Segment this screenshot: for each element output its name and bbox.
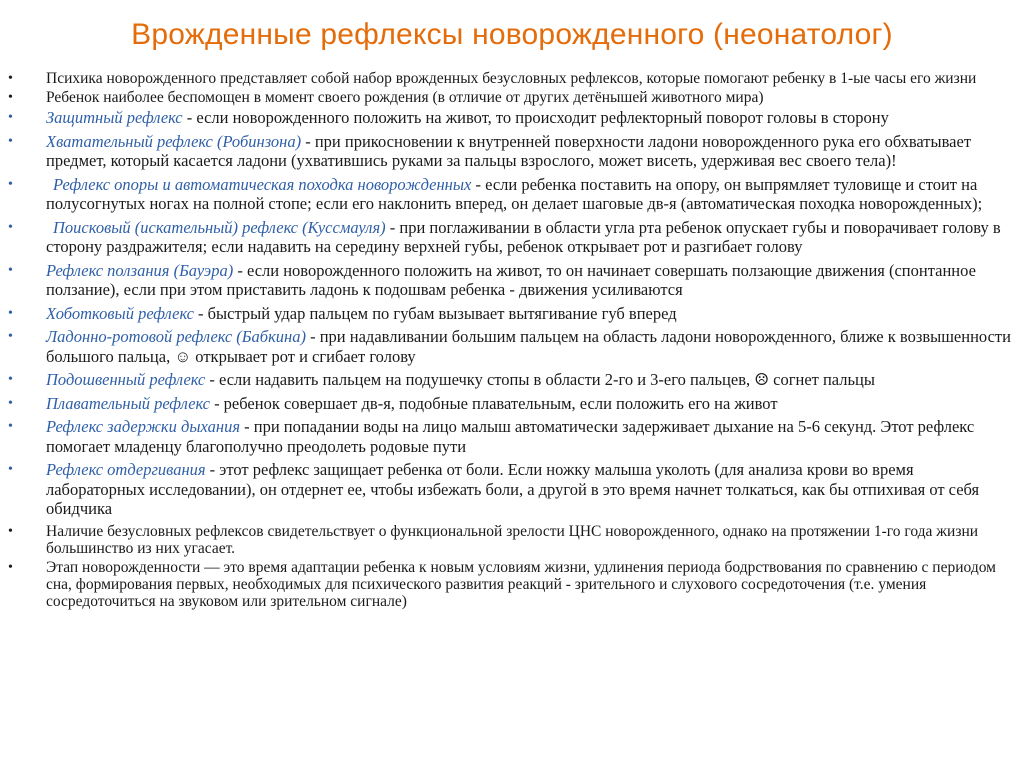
reflex-term: Хватательный рефлекс (Робинзона) — [46, 131, 302, 151]
list-item — [0, 304, 1024, 324]
bullet-list — [0, 70, 1024, 612]
bullet-marker: • — [8, 219, 13, 235]
item-text: - ребенок совершает дв-я, подобные плавательным, если положить его на живот — [209, 393, 778, 413]
bullet-marker: • — [8, 395, 13, 411]
item-text: - при попадании воды на лицо малыш автоматически задерживает дыхание на 5-6 секунд. Этот рефлекс помогает младенцу благополучно преодолеть родовые пути — [46, 417, 975, 456]
item-text: Ребенок наиболее беспомощен в момент своего рождения (в отличие от других детёнышей животного мира) — [46, 89, 764, 106]
reflex-term: Хоботковый рефлекс — [46, 303, 194, 323]
list-item — [0, 218, 1024, 257]
bullet-marker: • — [8, 133, 13, 149]
bullet-marker: • — [8, 559, 13, 575]
item-text: Этап новорожденности — это время адаптации ребенка к новым условиям жизни, удлинения периода бодрствования по сравнению с периодом сна, формирования первых, необходимых для психического развития реакций - зрительного и слухового сосредоточения (т.е. умения сосредоточиться на звуковом или зрительном сигнале) — [46, 558, 996, 610]
reflex-term: Плавательный рефлекс — [46, 393, 210, 413]
item-text: Психика новорожденного представляет собой набор врожденных безусловных рефлексов, которые помогают ребенку в 1-ые часы его жизни — [46, 70, 977, 87]
list-item — [0, 327, 1024, 366]
bullet-marker: • — [8, 176, 13, 192]
item-text: - при прикосновении к внутренней поверхности ладони новорожденного рука его обхватывает предмет, который касается ладони (ухватившись руками за пальцы взрослого, может висеть, удерживая вес своего тела)! — [46, 131, 972, 170]
list-item — [0, 460, 1024, 519]
reflex-term: Защитный рефлекс — [46, 108, 183, 127]
bullet-marker: • — [8, 523, 13, 539]
list-item — [0, 394, 1024, 414]
reflex-term: Подошвенный рефлекс — [46, 370, 206, 389]
list-item — [0, 89, 1024, 106]
bullet-marker: • — [8, 462, 13, 477]
bullet-marker: • — [8, 71, 13, 86]
list-item — [0, 70, 1024, 87]
reflex-term: Рефлекс опоры и автоматическая походка новорожденных — [53, 174, 472, 194]
reflex-term: Рефлекс задержки дыхания — [46, 417, 240, 436]
reflex-term: Ладонно-ротовой рефлекс (Бабкина) — [46, 327, 306, 346]
bullet-marker: • — [8, 419, 13, 434]
list-item — [0, 108, 1024, 128]
reflex-term: Рефлекс отдергивания — [46, 460, 206, 479]
list-item — [0, 132, 1024, 171]
bullet-marker: • — [8, 329, 13, 344]
bullet-marker: • — [8, 305, 13, 321]
list-item — [0, 370, 1024, 390]
list-item — [0, 417, 1024, 456]
item-text: - этот рефлекс защищает ребенка от боли. Если ножку малыша уколоть (для анализа крови во время лабораторных исследовании), он отдернет ее, чтобы избежать боли, а другой в это время начнет толкаться, как бы отпихивая от себя обидчика — [46, 460, 980, 518]
slide-title: Врожденные рефлексы новорожденного (неонатолог) — [131, 18, 893, 51]
bullet-marker: • — [8, 110, 13, 125]
list-item — [0, 523, 1024, 557]
bullet-marker: • — [8, 90, 13, 105]
list-item — [0, 261, 1024, 300]
item-text: - если новорожденного положить на живот, то он начинает совершать ползающие движения (спонтанное ползание), если при этом приставить ладонь к подошвам ребенка - движения усиливаются — [46, 260, 976, 299]
reflex-term: Рефлекс ползания (Бауэра) — [46, 260, 234, 280]
reflex-term: Поисковый (искательный) рефлекс (Куссмауля) — [53, 217, 386, 237]
list-item — [0, 175, 1024, 214]
item-text: - быстрый удар пальцем по губам вызывает вытягивание губ вперед — [193, 303, 677, 323]
item-text: - при поглаживании в области угла рта ребенок опускает губы и поворачивает голову в сторону раздражителя; если надавить на середину верхней губы, ребенок открывает рот и разгибает голову — [46, 217, 1001, 256]
item-text: - при надавливании большим пальцем на область ладони новорожденного, ближе к возвышенности большого пальца, ☺ открывает рот и сгибает голову — [46, 327, 1011, 366]
bullet-marker: • — [8, 262, 13, 278]
list-item — [0, 559, 1024, 610]
item-text: - если ребенка поставить на опору, он выпрямляет туловище и стоит на полусогнутых ногах на полной стопе; если его наклонить вперед, он делает шаговые дв-я (автоматическая походка новорожденных); — [46, 174, 983, 213]
item-text: - если новорожденного положить на живот, то происходит рефлекторный поворот головы в сторону — [182, 108, 889, 127]
item-text: - если надавить пальцем на подушечку стопы в области 2-го и 3-его пальцев, ☹ согнет пальцы — [205, 370, 875, 389]
item-text: Наличие безусловных рефлексов свидетельствует о функциональной зрелости ЦНС новорожденного, однако на протяжении 1-го года жизни большинство из них угасает. — [46, 522, 979, 557]
bullet-marker: • — [8, 372, 13, 387]
